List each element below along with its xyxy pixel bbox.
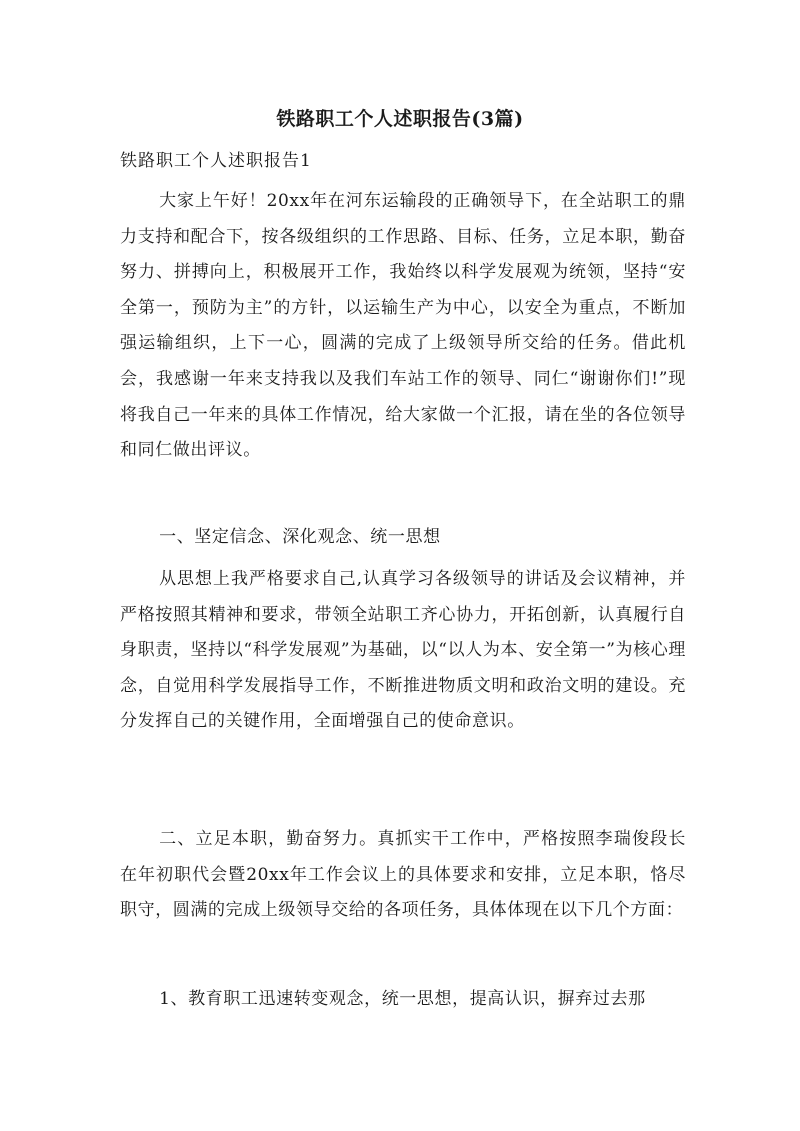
- paragraph-section-1: 从思想上我严格要求自己,认真学习各级领导的讲话及会议精神，并严格按照其精神和要求，带领全站职工齐心协力，开拓创新，认真履行自身职责，坚持以“科学发展观”为基础，以“以人为本、安全第一”为核心理念，自觉用科学发展指导工作，不断推进物质文明和政治文明的建设。充分发挥自己的关键作用，全面增强自己的使命意识。: [120, 569, 686, 732]
- section-heading-1: 一、坚定信念、深化观念、统一思想: [159, 527, 441, 547]
- paragraph-item-1: 1、教育职工迅速转变观念，统一思想，提高认识，摒弃过去那: [159, 989, 646, 1009]
- document-subtitle: 铁路职工个人述职报告1: [120, 151, 312, 171]
- document-title: 铁路职工个人述职报告(3篇): [276, 108, 524, 130]
- paragraph-intro: 大家上午好！20xx年在河东运输段的正确领导下，在全站职工的鼎力支持和配合下，按各级组织的工作思路、目标、任务，立足本职，勤奋努力、拼搏向上，积极展开工作，我始终以科学发展观为统领，坚持“安全第一，预防为主”的方针，以运输生产为中心，以安全为重点，不断加强运输组织，上下一心，圆满的完成了上级领导所交给的任务。借此机会，我感谢一年来支持我以及我们车站工作的领导、同仁“谢谢你们!”现将我自己一年来的具体工作情况，给大家做一个汇报，请在坐的各位领导和同仁做出评议。: [120, 191, 686, 461]
- paragraph-section-2: 二、立足本职，勤奋努力。真抓实干工作中，严格按照李瑞俊段长在年初职代会暨20xx年工作会议上的具体要求和安排，立足本职，恪尽职守，圆满的完成上级领导交给的各项任务，具体体现在以下几个方面：: [120, 829, 686, 921]
